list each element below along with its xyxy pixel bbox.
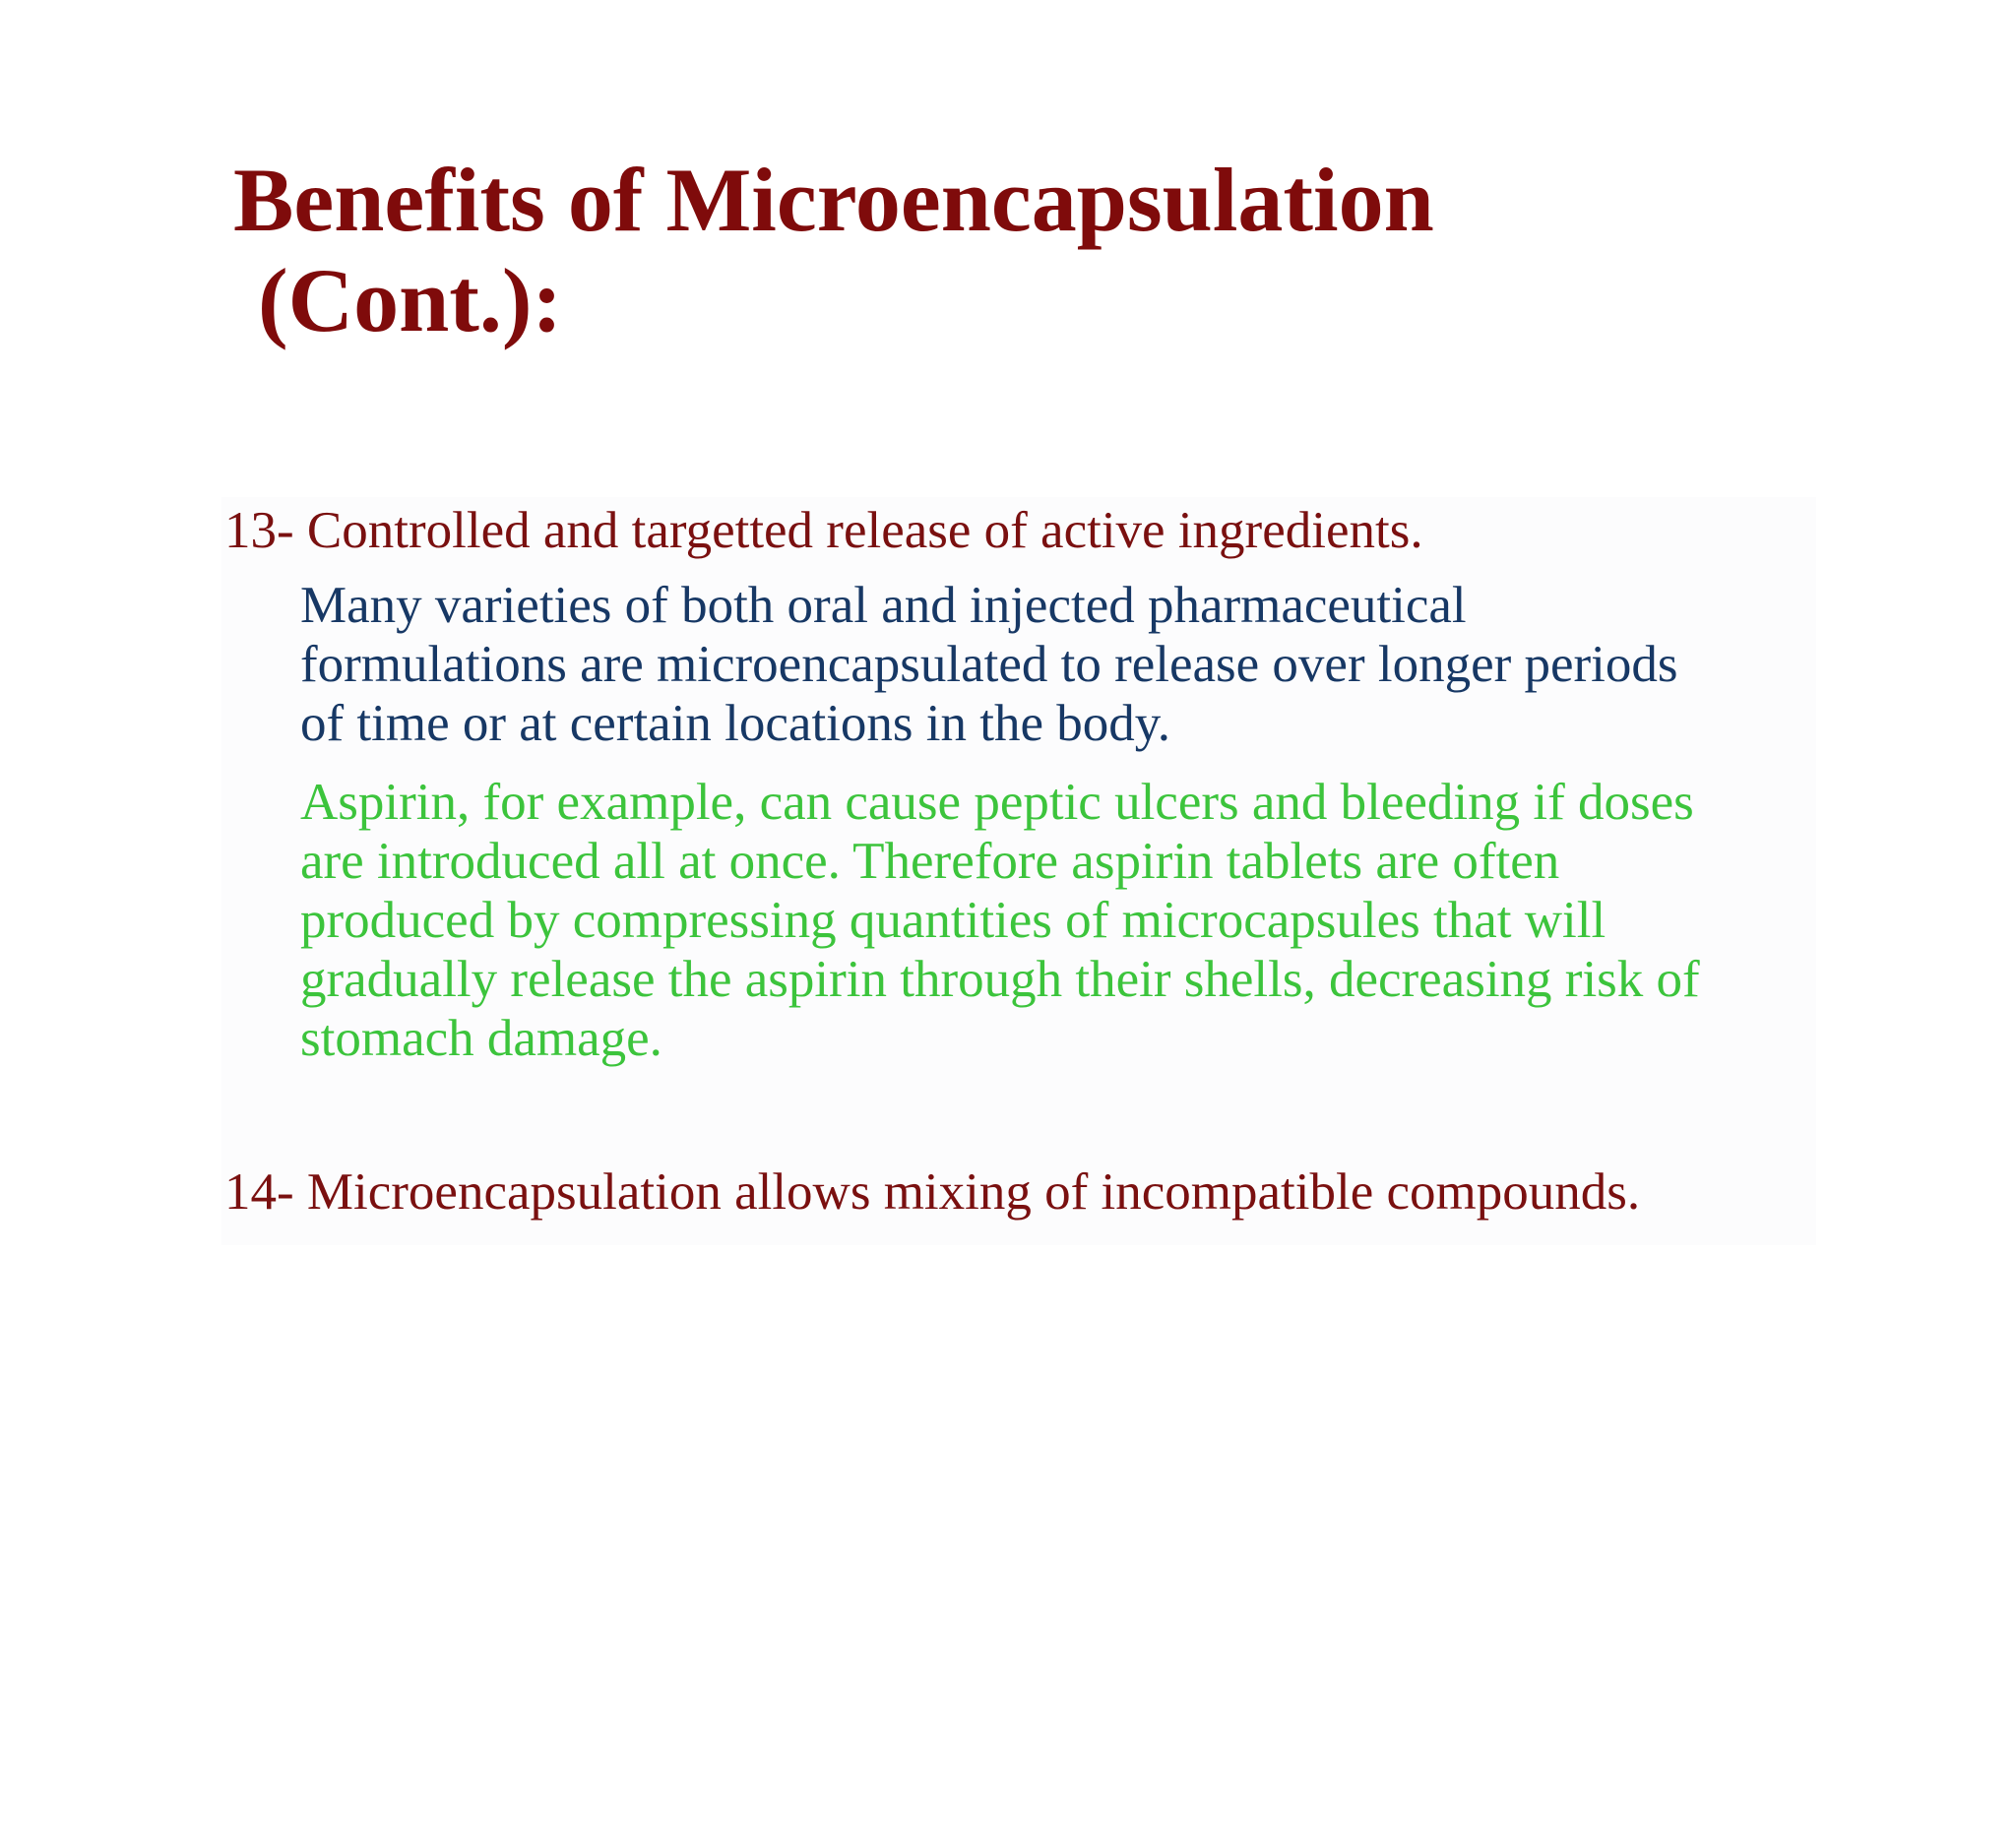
description-line: formulations are microencapsulated to release over longer periods: [300, 636, 1678, 693]
example-line: gradually release the aspirin through their shells, decreasing risk of: [300, 951, 1700, 1008]
example-line: stomach damage.: [300, 1010, 662, 1067]
point-14-heading: 14- Microencapsulation allows mixing of incompatible compounds.: [224, 1163, 1641, 1221]
example-line: are introduced all at once. Therefore aspirin tablets are often: [300, 833, 1560, 890]
point-13-description: [300, 576, 1678, 753]
example-line: produced by compressing quantities of microcapsules that will: [300, 892, 1606, 949]
slide-title: [233, 150, 1907, 350]
description-line: of time or at certain locations in the body.: [300, 695, 1171, 752]
description-line: Many varieties of both oral and injected pharmaceutical: [300, 577, 1467, 634]
point-13-aspirin-example: [300, 773, 1700, 1068]
slide-title-line-1: Benefits of Microencapsulation: [233, 150, 1434, 250]
slide-title-line-2: (Cont.):: [258, 250, 563, 350]
example-line: Aspirin, for example, can cause peptic ulcers and bleeding if doses: [300, 774, 1694, 831]
point-13-heading: 13- Controlled and targetted release of active ingredients.: [224, 502, 1423, 559]
